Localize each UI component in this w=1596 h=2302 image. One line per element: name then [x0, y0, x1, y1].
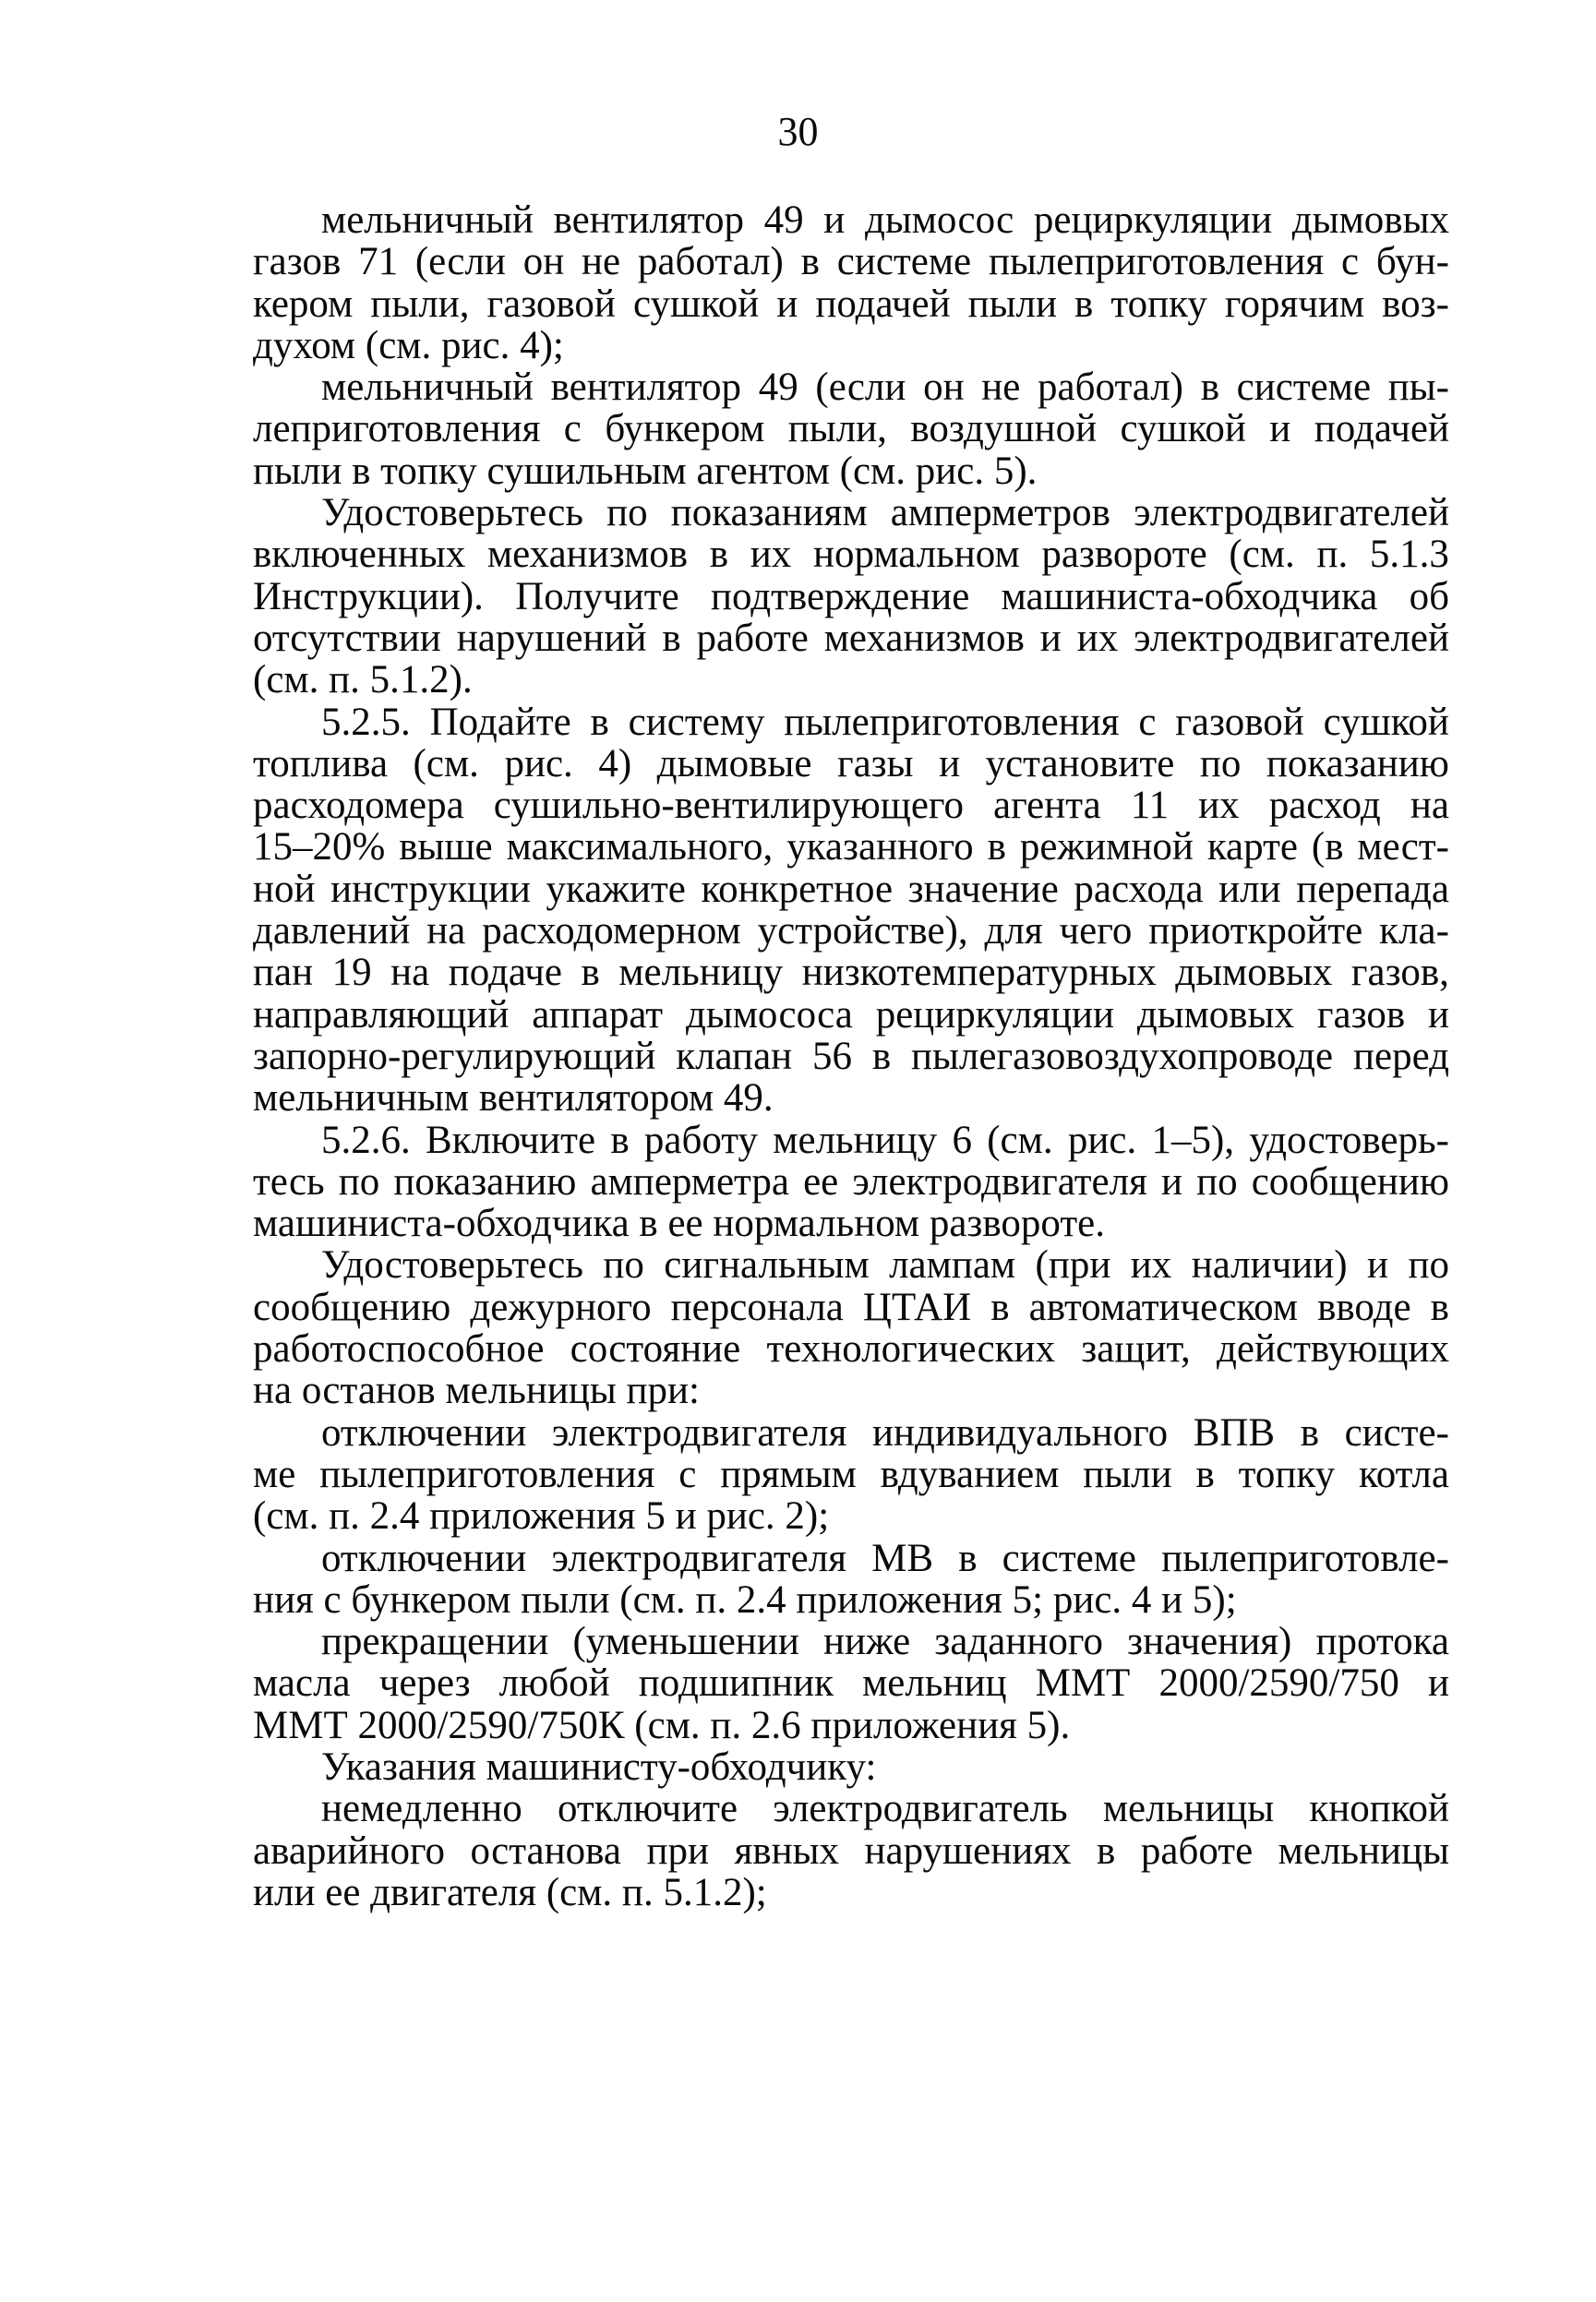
text-line: ния с бункером пыли (см. п. 2.4 приложения 5; рис. 4 и 5);	[253, 1577, 1237, 1622]
text-line: (см. п. 5.1.2).	[253, 658, 473, 702]
page-number: 30	[777, 109, 819, 154]
text-line: или ее двигателя (см. п. 5.1.2);	[253, 1870, 767, 1914]
text-line: расходомера сушильно-вентилирующего агента 11 их расход на	[253, 784, 1449, 828]
text-line: включенных механизмов в их нормальном развороте (см. п. 5.1.3	[253, 533, 1449, 577]
text-line: топлива (см. рис. 4) дымовые газы и установите по показанию	[253, 741, 1449, 785]
text-line: духом (см. рис. 4);	[253, 323, 564, 367]
text-line: Указания машинисту-обходчику:	[321, 1744, 877, 1789]
text-line: машиниста-обходчика в ее нормальном развороте.	[253, 1202, 1105, 1246]
text-line: Удостоверьтесь по показаниям амперметров электродвигателей	[321, 491, 1449, 535]
body-text	[253, 199, 1449, 1913]
text-line: аварийного останова при явных нарушениях в работе мельницы	[253, 1828, 1449, 1873]
text-line: на останов мельницы при:	[253, 1369, 700, 1413]
text-line: отключении электродвигателя МВ в системе пылеприготовле-	[321, 1536, 1449, 1580]
text-line: Инструкции). Получите подтверждение машиниста-обходчика об	[253, 574, 1449, 618]
text-line: ме пылеприготовления с прямым вдуванием пыли в топку котла	[253, 1452, 1449, 1496]
text-line: ной инструкции укажите конкретное значение расхода или перепада	[253, 867, 1449, 911]
text-line: газов 71 (если он не работал) в системе пылеприготовления с бун-	[253, 240, 1449, 284]
text-line: кером пыли, газовой сушкой и подачей пыли в топку горячим воз-	[253, 282, 1449, 326]
text-line: прекращении (уменьшении ниже заданного значения) протока	[321, 1620, 1449, 1664]
text-line: отсутствии нарушений в работе механизмов и их электродвигателей	[253, 616, 1449, 660]
text-line: немедленно отключите электродвигатель мельницы кнопкой	[321, 1787, 1449, 1831]
text-line: Удостоверьтесь по сигнальным лампам (при их наличии) и по	[321, 1243, 1449, 1288]
text-line: леприготовления с бункером пыли, воздушной сушкой и подачей	[253, 407, 1449, 451]
text-line: ММТ 2000/2590/750К (см. п. 2.6 приложения 5).	[253, 1703, 1071, 1747]
text-line: мельничный вентилятор 49 (если он не работал) в системе пы-	[321, 366, 1449, 410]
text-line: отключении электродвигателя индивидуального ВПВ в систе-	[321, 1410, 1449, 1455]
text-line: давлений на расходомерном устройстве), для чего приоткройте кла-	[253, 909, 1449, 953]
text-line: 5.2.6. Включите в работу мельницу 6 (см. рис. 1–5), удостоверь-	[321, 1118, 1449, 1162]
text-line: (см. п. 2.4 приложения 5 и рис. 2);	[253, 1494, 830, 1539]
text-line: запорно-регулирующий клапан 56 в пылегазовоздухопроводе перед	[253, 1034, 1449, 1078]
text-line: пыли в топку сушильным агентом (см. рис. 5).	[253, 449, 1038, 493]
text-line: мельничный вентилятор 49 и дымосос рециркуляции дымовых	[321, 198, 1449, 242]
text-line: направляющий аппарат дымососа рециркуляции дымовых газов и	[253, 992, 1449, 1037]
text-line: тесь по показанию амперметра ее электродвигателя и по сообщению	[253, 1159, 1449, 1204]
text-line: сообщению дежурного персонала ЦТАИ в автоматическом вводе в	[253, 1285, 1449, 1329]
text-line: мельничным вентилятором 49.	[253, 1076, 774, 1121]
text-line: пан 19 на подаче в мельницу низкотемпературных дымовых газов,	[253, 951, 1449, 995]
text-line: 5.2.5. Подайте в систему пылеприготовления с газовой сушкой	[321, 700, 1449, 744]
text-line: 15–20% выше максимального, указанного в режимной карте (в мест-	[253, 825, 1449, 869]
text-line: масла через любой подшипник мельниц ММТ 2000/2590/750 и	[253, 1661, 1449, 1706]
text-line: работоспособное состояние технологических защит, действующих	[253, 1327, 1449, 1372]
